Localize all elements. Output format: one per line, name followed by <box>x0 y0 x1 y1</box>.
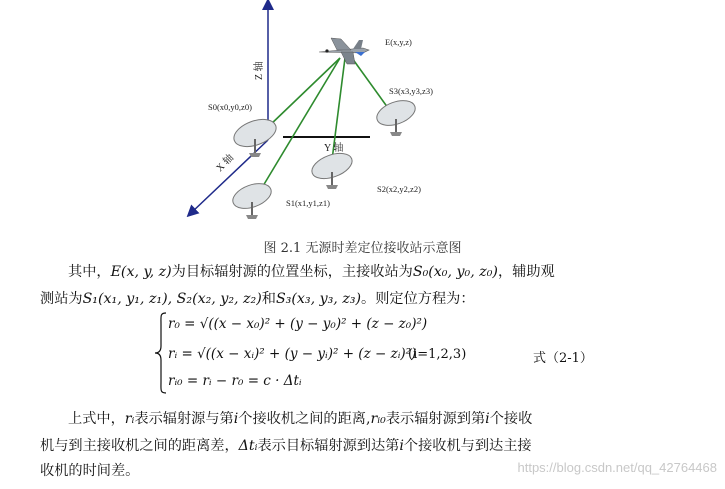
p4-text-b: 表示目标辐射源到达第 <box>257 438 400 454</box>
receiver-s3-icon <box>373 96 418 136</box>
line-e-s3 <box>352 58 388 108</box>
paragraph-explanation-line2 <box>40 434 640 459</box>
p1-text-b: 为目标辐射源的位置坐标，主接收站为 <box>171 264 413 280</box>
emitter-label: E(x,y,z) <box>385 37 412 47</box>
equation-condition: (i=1,2,3) <box>408 347 467 362</box>
p1-text-a: 其中， <box>68 264 111 280</box>
p3-math-i1: i <box>233 411 239 427</box>
receiver-s1-icon <box>229 179 274 219</box>
receiver-s0-icon <box>230 114 280 157</box>
p2-math-s3: S₃(x₃, y₃, z₃) <box>275 291 362 307</box>
p5-text: 收机的时间差。 <box>40 463 140 479</box>
p4-math-dti: Δtᵢ <box>238 438 258 454</box>
p1-text-c: ，辅助观 <box>497 264 555 280</box>
equation-brace <box>154 312 168 394</box>
s2-label: S2(x2,y2,z2) <box>377 184 421 194</box>
axis-x-label: X 轴 <box>214 152 237 175</box>
p3-text-e: 个接收 <box>489 411 533 427</box>
p3-text-a: 上式中， <box>68 411 125 427</box>
p2-math-s1: S₁(x₁, y₁, z₁), S₂(x₂, y₂, z₂) <box>82 291 262 307</box>
p1-math-s0: S₀(x₀, y₀, z₀) <box>412 264 498 280</box>
s3-label: S3(x3,y3,z3) <box>389 86 433 96</box>
figure-diagram <box>0 0 725 235</box>
p2-text-a: 测站为 <box>40 291 83 307</box>
paragraph-intro-cont <box>40 287 640 312</box>
p3-math-ri0: rᵢ₀ <box>370 411 386 427</box>
p3-math-ri: rᵢ <box>124 411 135 427</box>
equation-number: 式（2-1） <box>533 351 593 366</box>
receiver-s2-icon <box>309 148 356 189</box>
equation-r0: r₀ = √((x − x₀)² + (y − y₀)² + (z − z₀)²) <box>168 316 428 332</box>
p1-math-e: E(x, y, z) <box>110 264 172 280</box>
p4-text-a: 机与到主接收机之间的距离差， <box>40 438 239 454</box>
paragraph-intro <box>40 260 640 285</box>
axis-y-label: Y 轴 <box>324 143 344 154</box>
paragraph-explanation <box>40 407 640 432</box>
axis-z-label: Z 轴 <box>254 61 265 80</box>
s1-label: S1(x1,y1,z1) <box>286 198 330 208</box>
p2-text-c: 。则定位方程为： <box>361 291 475 307</box>
p3-text-b: 表示辐射源与第 <box>134 411 234 427</box>
figure-caption: 图 2.1 无源时差定位接收站示意图 <box>263 241 462 256</box>
s0-label: S0(x0,y0,z0) <box>208 102 252 112</box>
p3-math-i2: i <box>485 411 490 427</box>
p3-text-d: 表示辐射源到第 <box>385 411 486 427</box>
equation-ri0: rᵢ₀ = rᵢ − r₀ = c · Δtᵢ <box>168 373 302 389</box>
p4-text-c: 个接收机与到达主接 <box>403 438 532 454</box>
watermark: https://blog.csdn.net/qq_42764468 <box>517 460 717 475</box>
equation-ri: rᵢ = √((x − xᵢ)² + (y − yᵢ)² + (z − zᵢ)²) <box>168 346 417 362</box>
p3-text-c: 个接收机之间的距离, <box>238 411 371 427</box>
p4-math-i: i <box>399 438 404 454</box>
p2-text-b: 和 <box>261 291 276 307</box>
